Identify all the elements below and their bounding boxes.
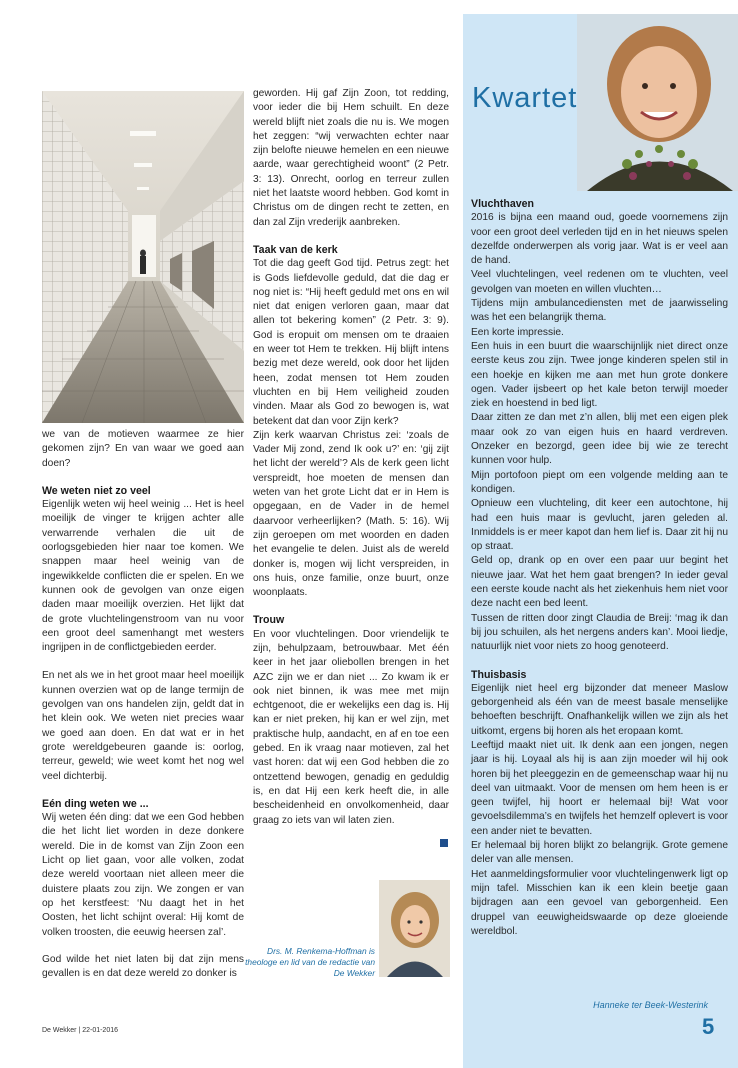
- paragraph: God wilde het niet laten bij dat zijn mens gevallen is en dat deze wereld zo donker is: [42, 953, 244, 980]
- paragraph: Een korte impressie.: [471, 326, 564, 338]
- paragraph: Mijn portofoon piept om een volgende melding aan te kondigen.: [471, 469, 728, 495]
- middle-column: [253, 87, 449, 828]
- paragraph: Tot die dag geeft God tijd. Petrus zegt: het is Gods liefdevolle geduld, dat die dag er nog niet is: “Hij heeft geduld met ons en wil niet dat enigen verloren gaan, maar dat allen tot bekering komen” (2 Petr. 3: 9). God is eropuit om mensen om te draaien en weer tot Hem te trekken. Hij blijft intens bezig met deze wereld, ook door het lijden heen, zodat mensen tot Hem zouden vluchten en bij Hem veiligheid zouden vinden. Maar als God zo bewogen is, wat betekent dat dan voor Zijn kerk?: [253, 258, 449, 427]
- section-heading: Taak van de kerk: [253, 243, 338, 256]
- publication-footer: De Wekker | 22-01-2016: [42, 1027, 119, 1034]
- section-heading: Trouw: [253, 614, 285, 627]
- paragraph: Opnieuw een vluchteling, dit keer een autochtone, hij had een huis maar is gevlucht, jaren geleden al. Inmiddels is er meer kapot dan hem lief is. Daar zit hij nu op straat.: [471, 498, 728, 553]
- author-photo: [379, 880, 450, 977]
- section-heading: Eén ding weten we ...: [42, 797, 149, 810]
- left-column: [42, 428, 244, 981]
- paragraph: Het aanmeldingsformulier voor vluchtelingenwerk ligt op mijn tafel. Misschien kan ik een klein beetje gaan bijdragen aan een gevoel van geborgenheid. Een druppel van eeuwigheidswaarde op deze gloeiende wereldbol.: [471, 868, 728, 937]
- columnist-portrait: [577, 14, 738, 191]
- paragraph: Een huis in een buurt die waarschijnlijk niet direct onze eerste keus zou zijn. Twee jonge kinderen spelen stil in een hoekje en kijken me aan met hun grote donkere ogen. Vader ijsbeert op het kale beton terwijl moeder ziek en hoestend in bed ligt.: [471, 340, 728, 410]
- paragraph: Wij weten één ding: dat we een God hebben die het licht liet worden in deze donkere wereld. Die in de komst van Zijn Zoon een Licht op liet gaan, voor alle volken, zodat deze wereld voortaan niet alleen meer die duistere plaats zou zijn. We zongen er van op het kerstfeest: ‘Nu daagt het in het Oosten, het licht schijnt overal: Hij komt de volken troosten, die eeuwig heersen zal’.: [42, 812, 244, 938]
- paragraph: Er helemaal bij horen blijkt zo belangrijk. Grote gemene deler van alle mensen.: [471, 840, 728, 866]
- sidebar-column: [471, 197, 728, 939]
- section-heading: We weten niet zo veel: [42, 484, 151, 497]
- paragraph: En voor vluchtelingen. Door vriendelijk te zijn, behulpzaam, betrouwbaar. Met één keer in het jaar oliebollen brengen in het AZC zijn we er dan niet ... Zo kwam ik er ook niet binnen, ik was mee met mijn echtgenoot, die er wekelijks een dag is. Hij kan er niet preken, hij kan er wel zijn, met praktische hulp, aandacht, en af en toe een gebed. En ik vraag naar motieven, zal het vast horen: dat wij een God hebben die zo ontzettend bewogen, genadig en geduldig is, en dat Hij een kerk heeft die, in alle bescheidenheid en onvolkomenheid, daar graag zo iets van wil laten zien.: [253, 628, 449, 826]
- paragraph: En net als we in het groot maar heel moeilijk kunnen overzien wat op de lange termijn de gevolgen van ons handelen zijn, geldt dat in het klein ook. We weten niet precies waar we goed aan doen. En dat wat er in het grote wereldgebeuren gaande is: oorlog, terreur, geweld; wie weet komt het nog wel veel dichterbij.: [42, 670, 244, 782]
- paragraph: Eigenlijk niet heel erg bijzonder dat meneer Maslow geborgenheid als één van de meest basale menselijke behoeften beschrijft. Onafhankelijk willen we zijn als het uitkomt, ergens bij horen als het eropaan komt.: [471, 682, 728, 737]
- paragraph: Tijdens mijn ambulancediensten met de jaarwisseling was het een belangrijk thema.: [471, 298, 728, 324]
- corridor-photo: [42, 91, 244, 423]
- paragraph: Veel vluchtelingen, veel redenen om te vluchten, veel gevolgen van moeten en willen vluchten…: [471, 269, 728, 295]
- paragraph: Geld op, drank op en over een paar uur begint het nieuwe jaar. Wat het hem gaat brengen? In ieder geval een eerste koude nacht als het ziekenhuis hem niet voor deze nacht een bed leent.: [471, 555, 728, 610]
- paragraph: Eigenlijk weten wij heel weinig ... Het is heel moeilijk de vinger te krijgen achter alle verwarrende verhalen die uit de oorlogsgebieden hier naar toe komen. We snappen maar heel weinig van de ingewikkelde conflicten die er spelen. En we kunnen ook de gevolgen van onze eigen daden maar moeilijk overzien. Het lijkt dat de grote vluchtelingenstroom van nu voor een groot deel samenhangt met westers ingrijpen in de conflictgebieden eerder.: [42, 499, 244, 654]
- author-caption: Drs. M. Renkema-Hoffman is theologe en lid van de redactie van De Wekker: [245, 946, 375, 978]
- middle-intro: geworden. Hij gaf Zijn Zoon, tot redding, voor ieder die bij Hem schuilt. En deze wereld blijft niet zoals die nu is. We mogen het zeggen: “wij verwachten echter naar zijn belofte nieuwe hemelen en een nieuwe aarde, waar gerechtigheid woont” (2 Petr. 3: 13). Onrecht, oorlog en terreur zullen niet het laatste woord hebben. God komt in Christus om de dingen recht te zetten, en dan zal Zijn vrederijk aanbreken.: [253, 88, 449, 228]
- end-mark: [440, 839, 448, 847]
- paragraph: 2016 is bijna een maand oud, goede voornemens zijn voor een groot deel verleden tijd en in het nieuws spelen dezelfde onderwerpen als vorig jaar. Wat is er veel aan de hand.: [471, 212, 728, 267]
- page-number: 5: [702, 1014, 715, 1039]
- paragraph: Tussen de ritten door zingt Claudia de Breij: ‘mag ik dan bij jou schuilen, als het nergens anders kan’. Mooi liedje, natuurlijk niet voor niets zo hoog genoteerd.: [471, 612, 728, 653]
- paragraph: Leeftijd maakt niet uit. Ik denk aan een jongen, negen jaar is hij. Loyaal als hij is aan zijn moeder wil hij ook horen bij het pleeggezin en de gemeenschap waar hij nu deel van uitmaakt. Voor de mensen om hem heen is er geen twijfel, hij hoort er helemaal bij! Wat voor gevoelsdilemma’s en twijfels het hemzelf oplevert is voor een ander niet te bevatten.: [471, 739, 728, 837]
- left-intro: we van de motieven waarmee ze hier gekomen zijn? En van waar we goed aan doen?: [42, 429, 244, 469]
- section-heading: Vluchthaven: [471, 198, 534, 210]
- author-signature: Hanneke ter Beek-Westerink: [593, 1000, 708, 1010]
- column-title: Kwartet: [472, 82, 578, 114]
- paragraph: Daar zitten ze dan met z’n allen, blij met een eigen plek maar ook zo van eigen huis en haard verdreven. Onzeker en bezorgd, geen idee bij wie ze terecht kunnen voor hulp.: [471, 412, 728, 467]
- paragraph: Zijn kerk waarvan Christus zei: ‘zoals de Vader Mij zond, zend Ik ook u?’ en: ‘gij zijt het licht der wereld’? Als de kerk geen licht verspreidt, hoe moeten de mensen dan weten van het grote Licht dat er in Hem is opgegaan, en de Vader in de hemel daarvoor verheerlijken? (Math. 5: 16). Wij zijn geroepen om met woorden en daden het evangelie te delen. Juist als de wereld donker is, mogen wij licht verspreiden, in ons huis, onze familie, onze buurt, onze woonplaats.: [253, 429, 449, 599]
- section-heading: Thuisbasis: [471, 668, 527, 681]
